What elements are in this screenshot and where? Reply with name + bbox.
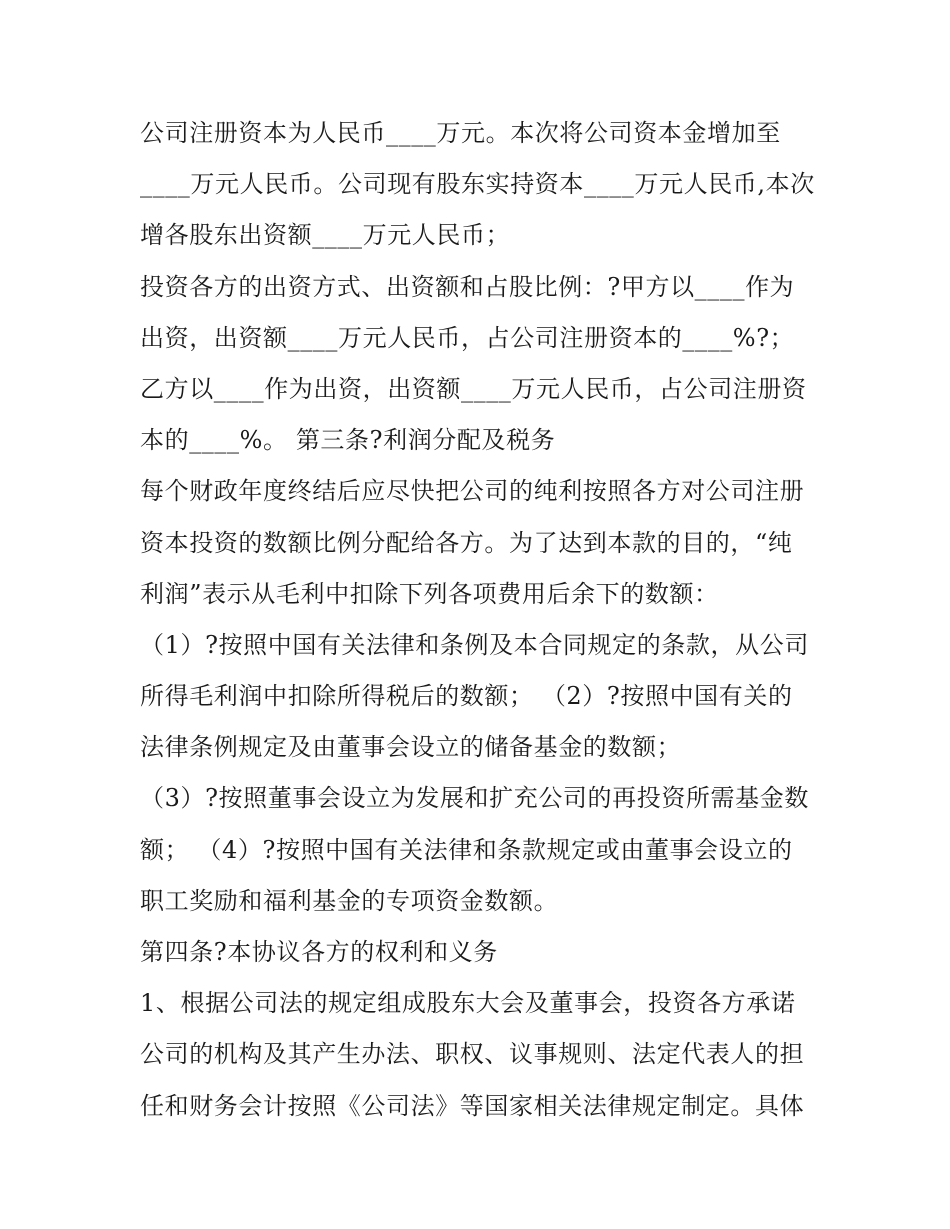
text-line: （3）?按照董事会设立为发展和扩充公司的再投资所需基金数 [140,784,809,813]
text-line: 本的____%。 第三条?利润分配及税务 [140,426,556,455]
text-line: 任和财务会计按照《公司法》等国家相关法律规定制定。具体 [140,1091,805,1120]
text-line: 额； （4）?按照中国有关法律和条款规定或由董事会设立的 [140,835,793,864]
text-line: 法律条例规定及由董事会设立的储备基金的数额； [140,733,682,762]
text-line: 公司注册资本为人民币____万元。本次将公司资本金增加至 [140,119,781,147]
text-line: 出资，出资额____万元人民币，占公司注册资本的____%?； [140,323,795,352]
text-line: 增各股东出资额____万元人民币； [140,221,511,250]
section-heading: 第四条?本协议各方的权利和义务 [140,938,498,966]
text-line: ____万元人民币。公司现有股东实持资本____万元人民币,本次 [140,170,815,199]
text-line: 资本投资的数额比例分配给各方。为了达到本款的目的，“纯 [140,528,793,557]
text-line: 职工奖励和福利基金的专项资金数额。 [140,886,559,915]
text-line: 乙方以____作为出资，出资额____万元人民币，占公司注册资 [140,374,807,403]
text-line: 所得毛利润中扣除所得税后的数额； （2）?按照中国有关的 [140,682,793,711]
text-line: 1、根据公司法的规定组成股东大会及董事会，投资各方承诺 [140,989,796,1018]
text-line: 利润”表示从毛利中扣除下列各项费用后余下的数额： [140,579,719,608]
text-line: 公司的机构及其产生办法、职权、议事规则、法定代表人的担 [140,1040,805,1069]
text-line: 每个财政年度终结后应尽快把公司的纯利按照各方对公司注册 [140,477,805,506]
text-line: （1）?按照中国有关法律和条例及本合同规定的条款，从公司 [140,630,809,659]
text-line: 投资各方的出资方式、出资额和占股比例：?甲方以____作为 [140,272,795,301]
document-body [140,108,820,1132]
